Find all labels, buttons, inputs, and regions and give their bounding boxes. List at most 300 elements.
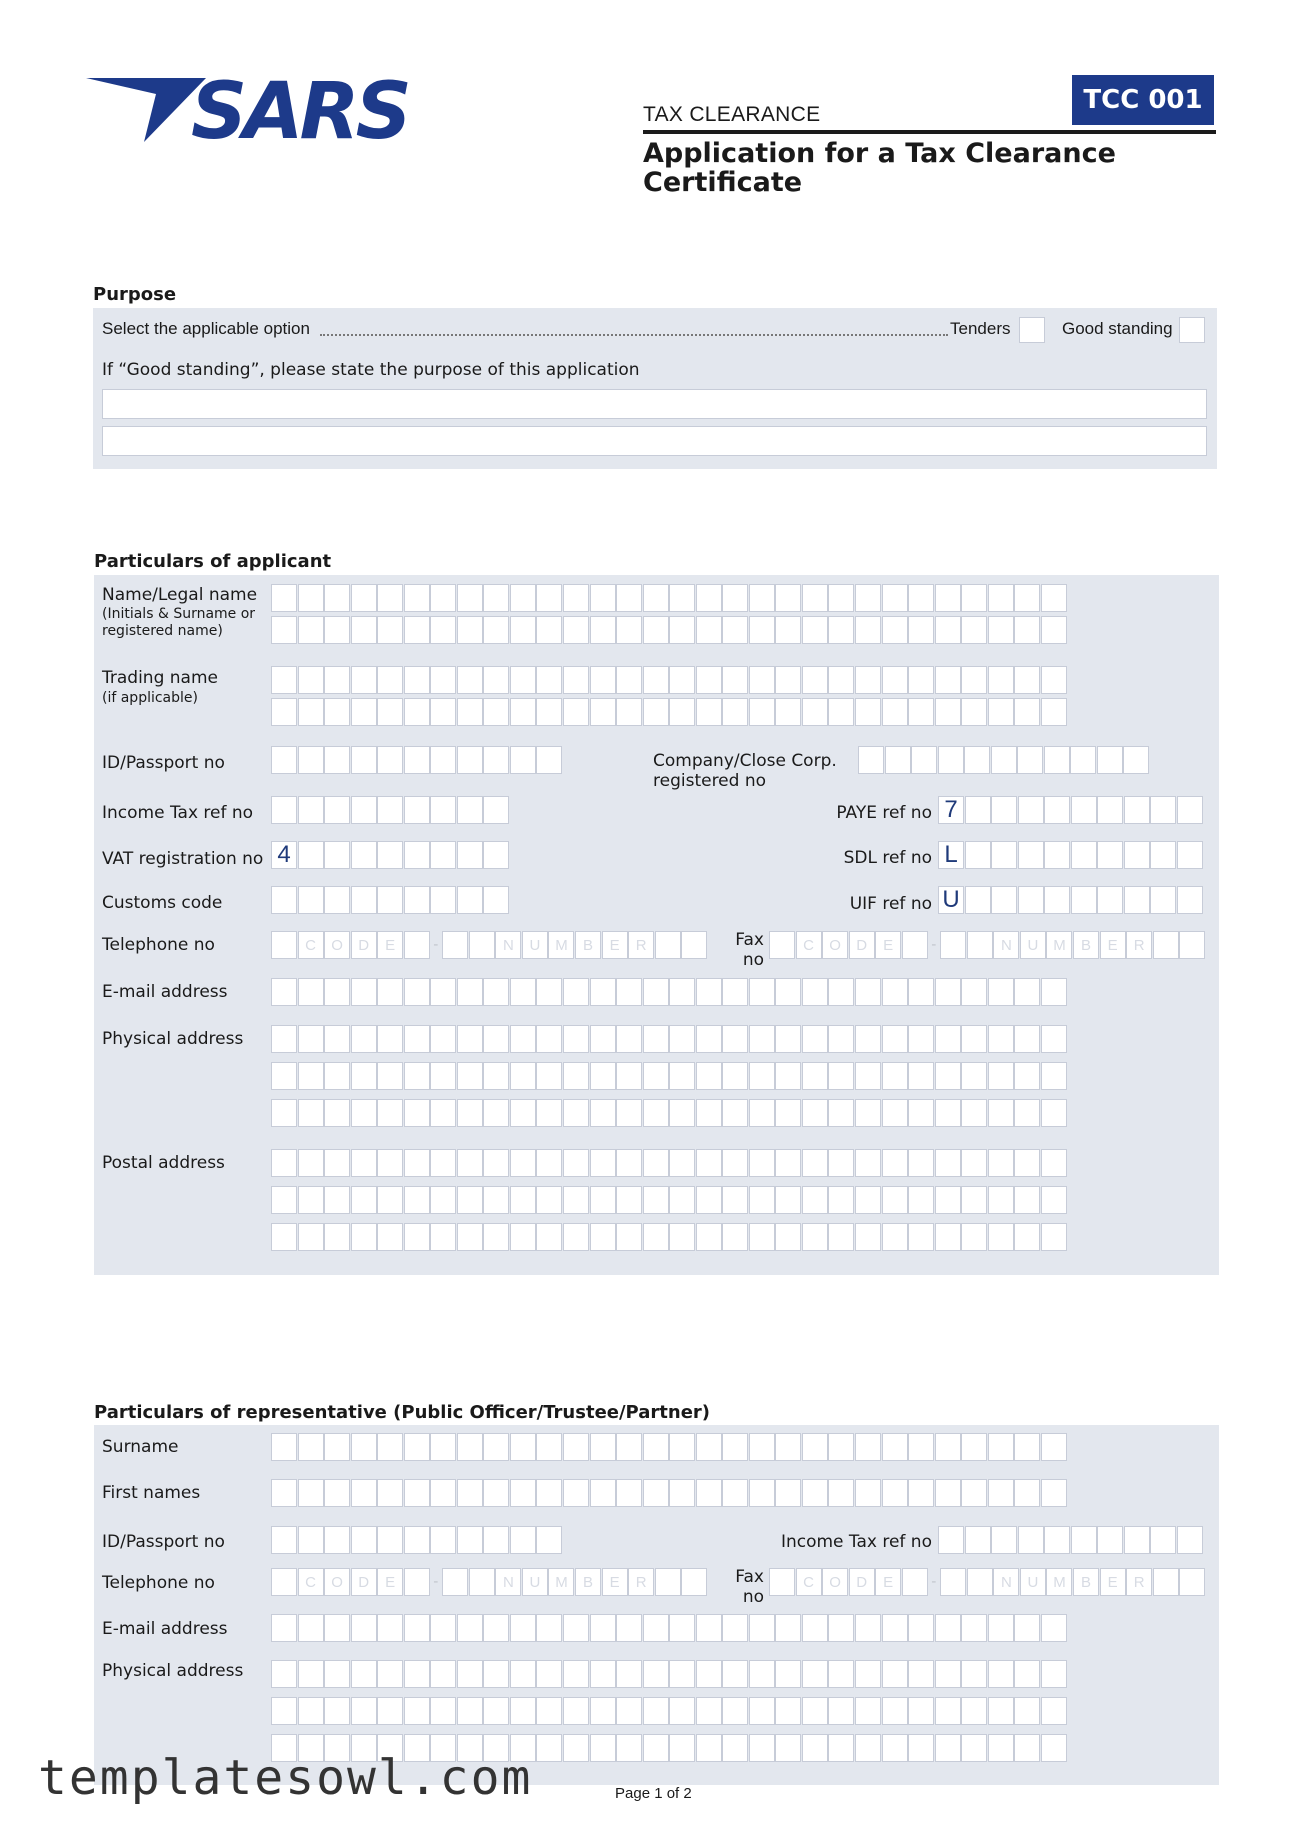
char-box[interactable] <box>1041 1149 1067 1177</box>
char-box[interactable] <box>965 1526 991 1554</box>
char-box[interactable] <box>563 1223 589 1251</box>
char-box[interactable] <box>669 1099 695 1127</box>
char-box[interactable] <box>430 841 456 869</box>
char-box[interactable] <box>1124 796 1150 824</box>
char-box[interactable] <box>536 1099 562 1127</box>
char-box[interactable]: E <box>377 931 403 959</box>
char-box[interactable] <box>669 616 695 644</box>
char-box[interactable]: U <box>522 1568 548 1596</box>
char-box[interactable] <box>961 1697 987 1725</box>
char-box[interactable] <box>351 1062 377 1090</box>
rep-fax-number[interactable] <box>940 1568 1205 1596</box>
char-box[interactable] <box>722 1062 748 1090</box>
char-box[interactable] <box>377 1149 403 1177</box>
char-box[interactable]: N <box>495 931 521 959</box>
char-box[interactable]: N <box>993 931 1019 959</box>
char-box[interactable] <box>669 1025 695 1053</box>
char-box[interactable] <box>616 1660 642 1688</box>
char-box[interactable] <box>536 698 562 726</box>
char-box[interactable] <box>430 1433 456 1461</box>
char-box[interactable] <box>669 1697 695 1725</box>
char-box[interactable] <box>616 1614 642 1642</box>
char-box[interactable] <box>377 886 403 914</box>
char-box[interactable] <box>696 616 722 644</box>
char-box[interactable] <box>404 1025 430 1053</box>
char-box[interactable] <box>1124 841 1150 869</box>
char-box[interactable]: R <box>628 931 654 959</box>
char-box[interactable] <box>722 584 748 612</box>
char-box[interactable] <box>908 1099 934 1127</box>
char-box[interactable]: B <box>1073 931 1099 959</box>
char-box[interactable] <box>882 1149 908 1177</box>
char-box[interactable] <box>882 1223 908 1251</box>
char-box[interactable] <box>590 1062 616 1090</box>
char-box[interactable] <box>563 1025 589 1053</box>
char-box[interactable] <box>271 616 297 644</box>
char-box[interactable]: N <box>993 1568 1019 1596</box>
char-box[interactable] <box>643 616 669 644</box>
char-box[interactable] <box>430 1223 456 1251</box>
char-box[interactable] <box>961 1433 987 1461</box>
char-box[interactable] <box>1041 1025 1067 1053</box>
char-box[interactable] <box>457 666 483 694</box>
char-box[interactable] <box>510 1223 536 1251</box>
char-box[interactable] <box>1124 1526 1150 1554</box>
char-box[interactable] <box>908 698 934 726</box>
char-box[interactable] <box>457 1614 483 1642</box>
char-box[interactable] <box>351 1479 377 1507</box>
char-box[interactable] <box>749 1186 775 1214</box>
char-box[interactable] <box>590 1734 616 1762</box>
char-box[interactable] <box>430 1526 456 1554</box>
char-box[interactable] <box>563 1660 589 1688</box>
char-box[interactable] <box>377 698 403 726</box>
char-box[interactable] <box>271 1099 297 1127</box>
char-box[interactable] <box>775 1614 801 1642</box>
char-box[interactable]: U <box>938 886 964 914</box>
char-box[interactable] <box>1097 796 1123 824</box>
char-box[interactable] <box>351 698 377 726</box>
char-box[interactable] <box>1041 1062 1067 1090</box>
char-box[interactable] <box>298 1697 324 1725</box>
char-box[interactable] <box>669 666 695 694</box>
char-box[interactable] <box>1179 931 1205 959</box>
char-box[interactable] <box>271 1025 297 1053</box>
char-box[interactable] <box>590 1614 616 1642</box>
char-box[interactable] <box>298 978 324 1006</box>
char-box[interactable]: D <box>351 931 377 959</box>
char-box[interactable] <box>324 1433 350 1461</box>
char-box[interactable] <box>988 978 1014 1006</box>
char-box[interactable] <box>749 616 775 644</box>
char-box[interactable] <box>802 584 828 612</box>
char-box[interactable] <box>696 1186 722 1214</box>
char-box[interactable] <box>775 698 801 726</box>
char-box[interactable] <box>1150 841 1176 869</box>
char-box[interactable] <box>377 1186 403 1214</box>
char-box[interactable] <box>271 796 297 824</box>
char-box[interactable] <box>991 886 1017 914</box>
char-box[interactable] <box>749 978 775 1006</box>
char-box[interactable] <box>1041 1099 1067 1127</box>
char-box[interactable] <box>935 1697 961 1725</box>
char-box[interactable] <box>271 978 297 1006</box>
char-box[interactable] <box>935 666 961 694</box>
char-box[interactable] <box>404 1149 430 1177</box>
char-box[interactable] <box>616 698 642 726</box>
char-box[interactable] <box>430 978 456 1006</box>
char-box[interactable] <box>298 1614 324 1642</box>
char-box[interactable] <box>669 1223 695 1251</box>
char-box[interactable] <box>988 1660 1014 1688</box>
char-box[interactable] <box>430 1660 456 1688</box>
char-box[interactable] <box>324 1025 350 1053</box>
char-box[interactable] <box>616 1149 642 1177</box>
char-box[interactable]: O <box>822 1568 848 1596</box>
char-box[interactable] <box>483 886 509 914</box>
postal-address-line-1[interactable] <box>271 1149 1067 1177</box>
tenders-checkbox[interactable] <box>1019 317 1045 343</box>
char-box[interactable] <box>749 1614 775 1642</box>
char-box[interactable] <box>696 1697 722 1725</box>
char-box[interactable] <box>324 1186 350 1214</box>
char-box[interactable] <box>749 584 775 612</box>
char-box[interactable] <box>404 796 430 824</box>
char-box[interactable] <box>1044 841 1070 869</box>
char-box[interactable] <box>536 1062 562 1090</box>
char-box[interactable] <box>961 1149 987 1177</box>
char-box[interactable] <box>961 1223 987 1251</box>
char-box[interactable] <box>483 1149 509 1177</box>
char-box[interactable] <box>965 796 991 824</box>
char-box[interactable] <box>457 1186 483 1214</box>
char-box[interactable]: M <box>548 931 574 959</box>
char-box[interactable]: E <box>602 931 628 959</box>
char-box[interactable] <box>696 1025 722 1053</box>
char-box[interactable]: E <box>1100 1568 1126 1596</box>
char-box[interactable] <box>1071 1526 1097 1554</box>
char-box[interactable] <box>324 978 350 1006</box>
char-box[interactable] <box>1014 1025 1040 1053</box>
char-box[interactable] <box>590 1099 616 1127</box>
char-box[interactable] <box>1150 1526 1176 1554</box>
char-box[interactable] <box>988 584 1014 612</box>
char-box[interactable]: B <box>1073 1568 1099 1596</box>
char-box[interactable] <box>483 841 509 869</box>
char-box[interactable] <box>430 1697 456 1725</box>
char-box[interactable]: 4 <box>271 841 297 869</box>
rep-surname-input[interactable] <box>271 1433 1067 1461</box>
char-box[interactable] <box>536 1660 562 1688</box>
char-box[interactable] <box>855 1062 881 1090</box>
char-box[interactable] <box>775 978 801 1006</box>
char-box[interactable] <box>510 1614 536 1642</box>
char-box[interactable] <box>961 1099 987 1127</box>
char-box[interactable] <box>1123 746 1149 774</box>
char-box[interactable] <box>351 1614 377 1642</box>
char-box[interactable]: U <box>522 931 548 959</box>
char-box[interactable] <box>457 796 483 824</box>
char-box[interactable] <box>404 1526 430 1554</box>
char-box[interactable] <box>643 1734 669 1762</box>
char-box[interactable] <box>404 1062 430 1090</box>
char-box[interactable] <box>1097 841 1123 869</box>
char-box[interactable] <box>483 796 509 824</box>
char-box[interactable] <box>696 1099 722 1127</box>
char-box[interactable] <box>775 1433 801 1461</box>
char-box[interactable] <box>882 616 908 644</box>
char-box[interactable] <box>988 1614 1014 1642</box>
char-box[interactable] <box>271 1568 297 1596</box>
char-box[interactable] <box>298 1025 324 1053</box>
char-box[interactable] <box>961 616 987 644</box>
char-box[interactable] <box>882 1734 908 1762</box>
char-box[interactable] <box>643 1479 669 1507</box>
char-box[interactable] <box>351 746 377 774</box>
char-box[interactable] <box>590 1025 616 1053</box>
char-box[interactable] <box>510 698 536 726</box>
char-box[interactable] <box>967 931 993 959</box>
char-box[interactable] <box>298 1479 324 1507</box>
char-box[interactable] <box>775 1734 801 1762</box>
char-box[interactable] <box>324 886 350 914</box>
char-box[interactable] <box>324 746 350 774</box>
char-box[interactable] <box>908 1660 934 1688</box>
char-box[interactable] <box>669 1186 695 1214</box>
char-box[interactable] <box>902 931 928 959</box>
char-box[interactable]: C <box>796 931 822 959</box>
char-box[interactable] <box>855 666 881 694</box>
char-box[interactable] <box>1097 1526 1123 1554</box>
char-box[interactable] <box>590 584 616 612</box>
char-box[interactable] <box>988 1025 1014 1053</box>
char-box[interactable] <box>536 1433 562 1461</box>
char-box[interactable] <box>696 1223 722 1251</box>
char-box[interactable]: L <box>938 841 964 869</box>
char-box[interactable] <box>696 1660 722 1688</box>
char-box[interactable] <box>457 1479 483 1507</box>
physical-address-line-1[interactable] <box>271 1025 1067 1053</box>
char-box[interactable] <box>1041 616 1067 644</box>
char-box[interactable] <box>961 1186 987 1214</box>
char-box[interactable]: E <box>1100 931 1126 959</box>
char-box[interactable] <box>430 666 456 694</box>
char-box[interactable] <box>669 1660 695 1688</box>
char-box[interactable] <box>775 1062 801 1090</box>
char-box[interactable] <box>430 698 456 726</box>
char-box[interactable] <box>351 1697 377 1725</box>
char-box[interactable] <box>469 931 495 959</box>
char-box[interactable] <box>351 1025 377 1053</box>
vat-input[interactable] <box>271 841 510 869</box>
char-box[interactable]: E <box>377 1568 403 1596</box>
char-box[interactable] <box>536 1526 562 1554</box>
char-box[interactable] <box>1014 1479 1040 1507</box>
char-box[interactable] <box>696 1062 722 1090</box>
char-box[interactable]: C <box>298 931 324 959</box>
char-box[interactable] <box>828 1697 854 1725</box>
char-box[interactable] <box>1153 1568 1179 1596</box>
char-box[interactable] <box>855 978 881 1006</box>
char-box[interactable] <box>882 1099 908 1127</box>
char-box[interactable] <box>483 698 509 726</box>
char-box[interactable] <box>908 1149 934 1177</box>
char-box[interactable] <box>536 1479 562 1507</box>
char-box[interactable] <box>351 1223 377 1251</box>
char-box[interactable] <box>271 1614 297 1642</box>
char-box[interactable] <box>563 584 589 612</box>
char-box[interactable] <box>669 978 695 1006</box>
postal-address-line-2[interactable] <box>271 1186 1067 1214</box>
rep-first-names-input[interactable] <box>271 1479 1067 1507</box>
char-box[interactable] <box>563 1099 589 1127</box>
char-box[interactable] <box>964 746 990 774</box>
char-box[interactable] <box>828 1223 854 1251</box>
fax-number[interactable] <box>940 931 1205 959</box>
char-box[interactable] <box>324 1223 350 1251</box>
char-box[interactable]: D <box>849 931 875 959</box>
char-box[interactable] <box>1014 1433 1040 1461</box>
char-box[interactable] <box>510 584 536 612</box>
char-box[interactable] <box>616 1099 642 1127</box>
char-box[interactable] <box>298 1526 324 1554</box>
char-box[interactable] <box>722 1697 748 1725</box>
char-box[interactable] <box>377 1614 403 1642</box>
char-box[interactable] <box>377 1062 403 1090</box>
char-box[interactable] <box>616 1697 642 1725</box>
char-box[interactable] <box>722 1433 748 1461</box>
char-box[interactable] <box>442 931 468 959</box>
char-box[interactable] <box>536 616 562 644</box>
char-box[interactable] <box>536 1734 562 1762</box>
char-box[interactable] <box>298 666 324 694</box>
char-box[interactable] <box>988 616 1014 644</box>
char-box[interactable] <box>643 1186 669 1214</box>
char-box[interactable] <box>1041 1660 1067 1688</box>
char-box[interactable] <box>616 1025 642 1053</box>
char-box[interactable] <box>935 698 961 726</box>
char-box[interactable] <box>324 841 350 869</box>
char-box[interactable] <box>961 584 987 612</box>
char-box[interactable] <box>510 978 536 1006</box>
char-box[interactable] <box>882 1660 908 1688</box>
char-box[interactable] <box>430 584 456 612</box>
char-box[interactable] <box>965 841 991 869</box>
char-box[interactable] <box>961 1479 987 1507</box>
char-box[interactable] <box>802 666 828 694</box>
char-box[interactable] <box>430 616 456 644</box>
char-box[interactable] <box>483 1479 509 1507</box>
char-box[interactable] <box>271 1697 297 1725</box>
char-box[interactable] <box>483 1697 509 1725</box>
char-box[interactable]: M <box>1046 931 1072 959</box>
char-box[interactable] <box>616 1433 642 1461</box>
char-box[interactable] <box>988 1099 1014 1127</box>
char-box[interactable]: M <box>548 1568 574 1596</box>
char-box[interactable] <box>590 666 616 694</box>
char-box[interactable]: M <box>1046 1568 1072 1596</box>
char-box[interactable] <box>1044 746 1070 774</box>
char-box[interactable] <box>935 1660 961 1688</box>
char-box[interactable] <box>775 1099 801 1127</box>
name-input-line-1[interactable] <box>271 584 1067 612</box>
char-box[interactable] <box>1041 1697 1067 1725</box>
char-box[interactable] <box>377 584 403 612</box>
char-box[interactable] <box>935 978 961 1006</box>
income-tax-input[interactable] <box>271 796 510 824</box>
char-box[interactable] <box>324 698 350 726</box>
char-box[interactable] <box>377 796 403 824</box>
char-box[interactable] <box>536 1614 562 1642</box>
char-box[interactable] <box>377 1223 403 1251</box>
char-box[interactable] <box>457 1526 483 1554</box>
char-box[interactable] <box>563 978 589 1006</box>
char-box[interactable] <box>988 1479 1014 1507</box>
char-box[interactable] <box>563 666 589 694</box>
email-input[interactable] <box>271 978 1067 1006</box>
customs-input[interactable] <box>271 886 510 914</box>
char-box[interactable] <box>749 1062 775 1090</box>
char-box[interactable] <box>961 1025 987 1053</box>
char-box[interactable] <box>882 1025 908 1053</box>
char-box[interactable] <box>324 1697 350 1725</box>
char-box[interactable] <box>430 1614 456 1642</box>
char-box[interactable] <box>457 746 483 774</box>
char-box[interactable] <box>324 666 350 694</box>
char-box[interactable] <box>749 1223 775 1251</box>
char-box[interactable] <box>1018 886 1044 914</box>
char-box[interactable] <box>802 1025 828 1053</box>
char-box[interactable] <box>749 1099 775 1127</box>
char-box[interactable] <box>885 746 911 774</box>
char-box[interactable] <box>988 1062 1014 1090</box>
char-box[interactable] <box>1177 1526 1203 1554</box>
char-box[interactable] <box>351 584 377 612</box>
purpose-input-line-2[interactable] <box>102 426 1207 456</box>
char-box[interactable] <box>324 1149 350 1177</box>
char-box[interactable] <box>828 1062 854 1090</box>
char-box[interactable] <box>377 1479 403 1507</box>
char-box[interactable] <box>1014 1734 1040 1762</box>
char-box[interactable] <box>510 1062 536 1090</box>
char-box[interactable] <box>643 1614 669 1642</box>
char-box[interactable] <box>769 1568 795 1596</box>
char-box[interactable] <box>457 1099 483 1127</box>
char-box[interactable] <box>855 1660 881 1688</box>
char-box[interactable] <box>696 1614 722 1642</box>
rep-income-tax-input[interactable] <box>938 1526 1203 1554</box>
char-box[interactable] <box>802 1099 828 1127</box>
char-box[interactable] <box>961 978 987 1006</box>
char-box[interactable] <box>469 1568 495 1596</box>
char-box[interactable] <box>351 796 377 824</box>
char-box[interactable] <box>404 931 430 959</box>
char-box[interactable] <box>722 1734 748 1762</box>
char-box[interactable] <box>377 1099 403 1127</box>
char-box[interactable] <box>271 1149 297 1177</box>
char-box[interactable] <box>722 698 748 726</box>
char-box[interactable] <box>935 1149 961 1177</box>
rep-physical-address-line-1[interactable] <box>271 1660 1067 1688</box>
char-box[interactable] <box>882 584 908 612</box>
char-box[interactable] <box>643 1025 669 1053</box>
char-box[interactable] <box>935 1433 961 1461</box>
char-box[interactable] <box>681 1568 707 1596</box>
char-box[interactable] <box>404 1568 430 1596</box>
char-box[interactable] <box>590 1479 616 1507</box>
char-box[interactable]: B <box>575 1568 601 1596</box>
char-box[interactable] <box>483 1660 509 1688</box>
